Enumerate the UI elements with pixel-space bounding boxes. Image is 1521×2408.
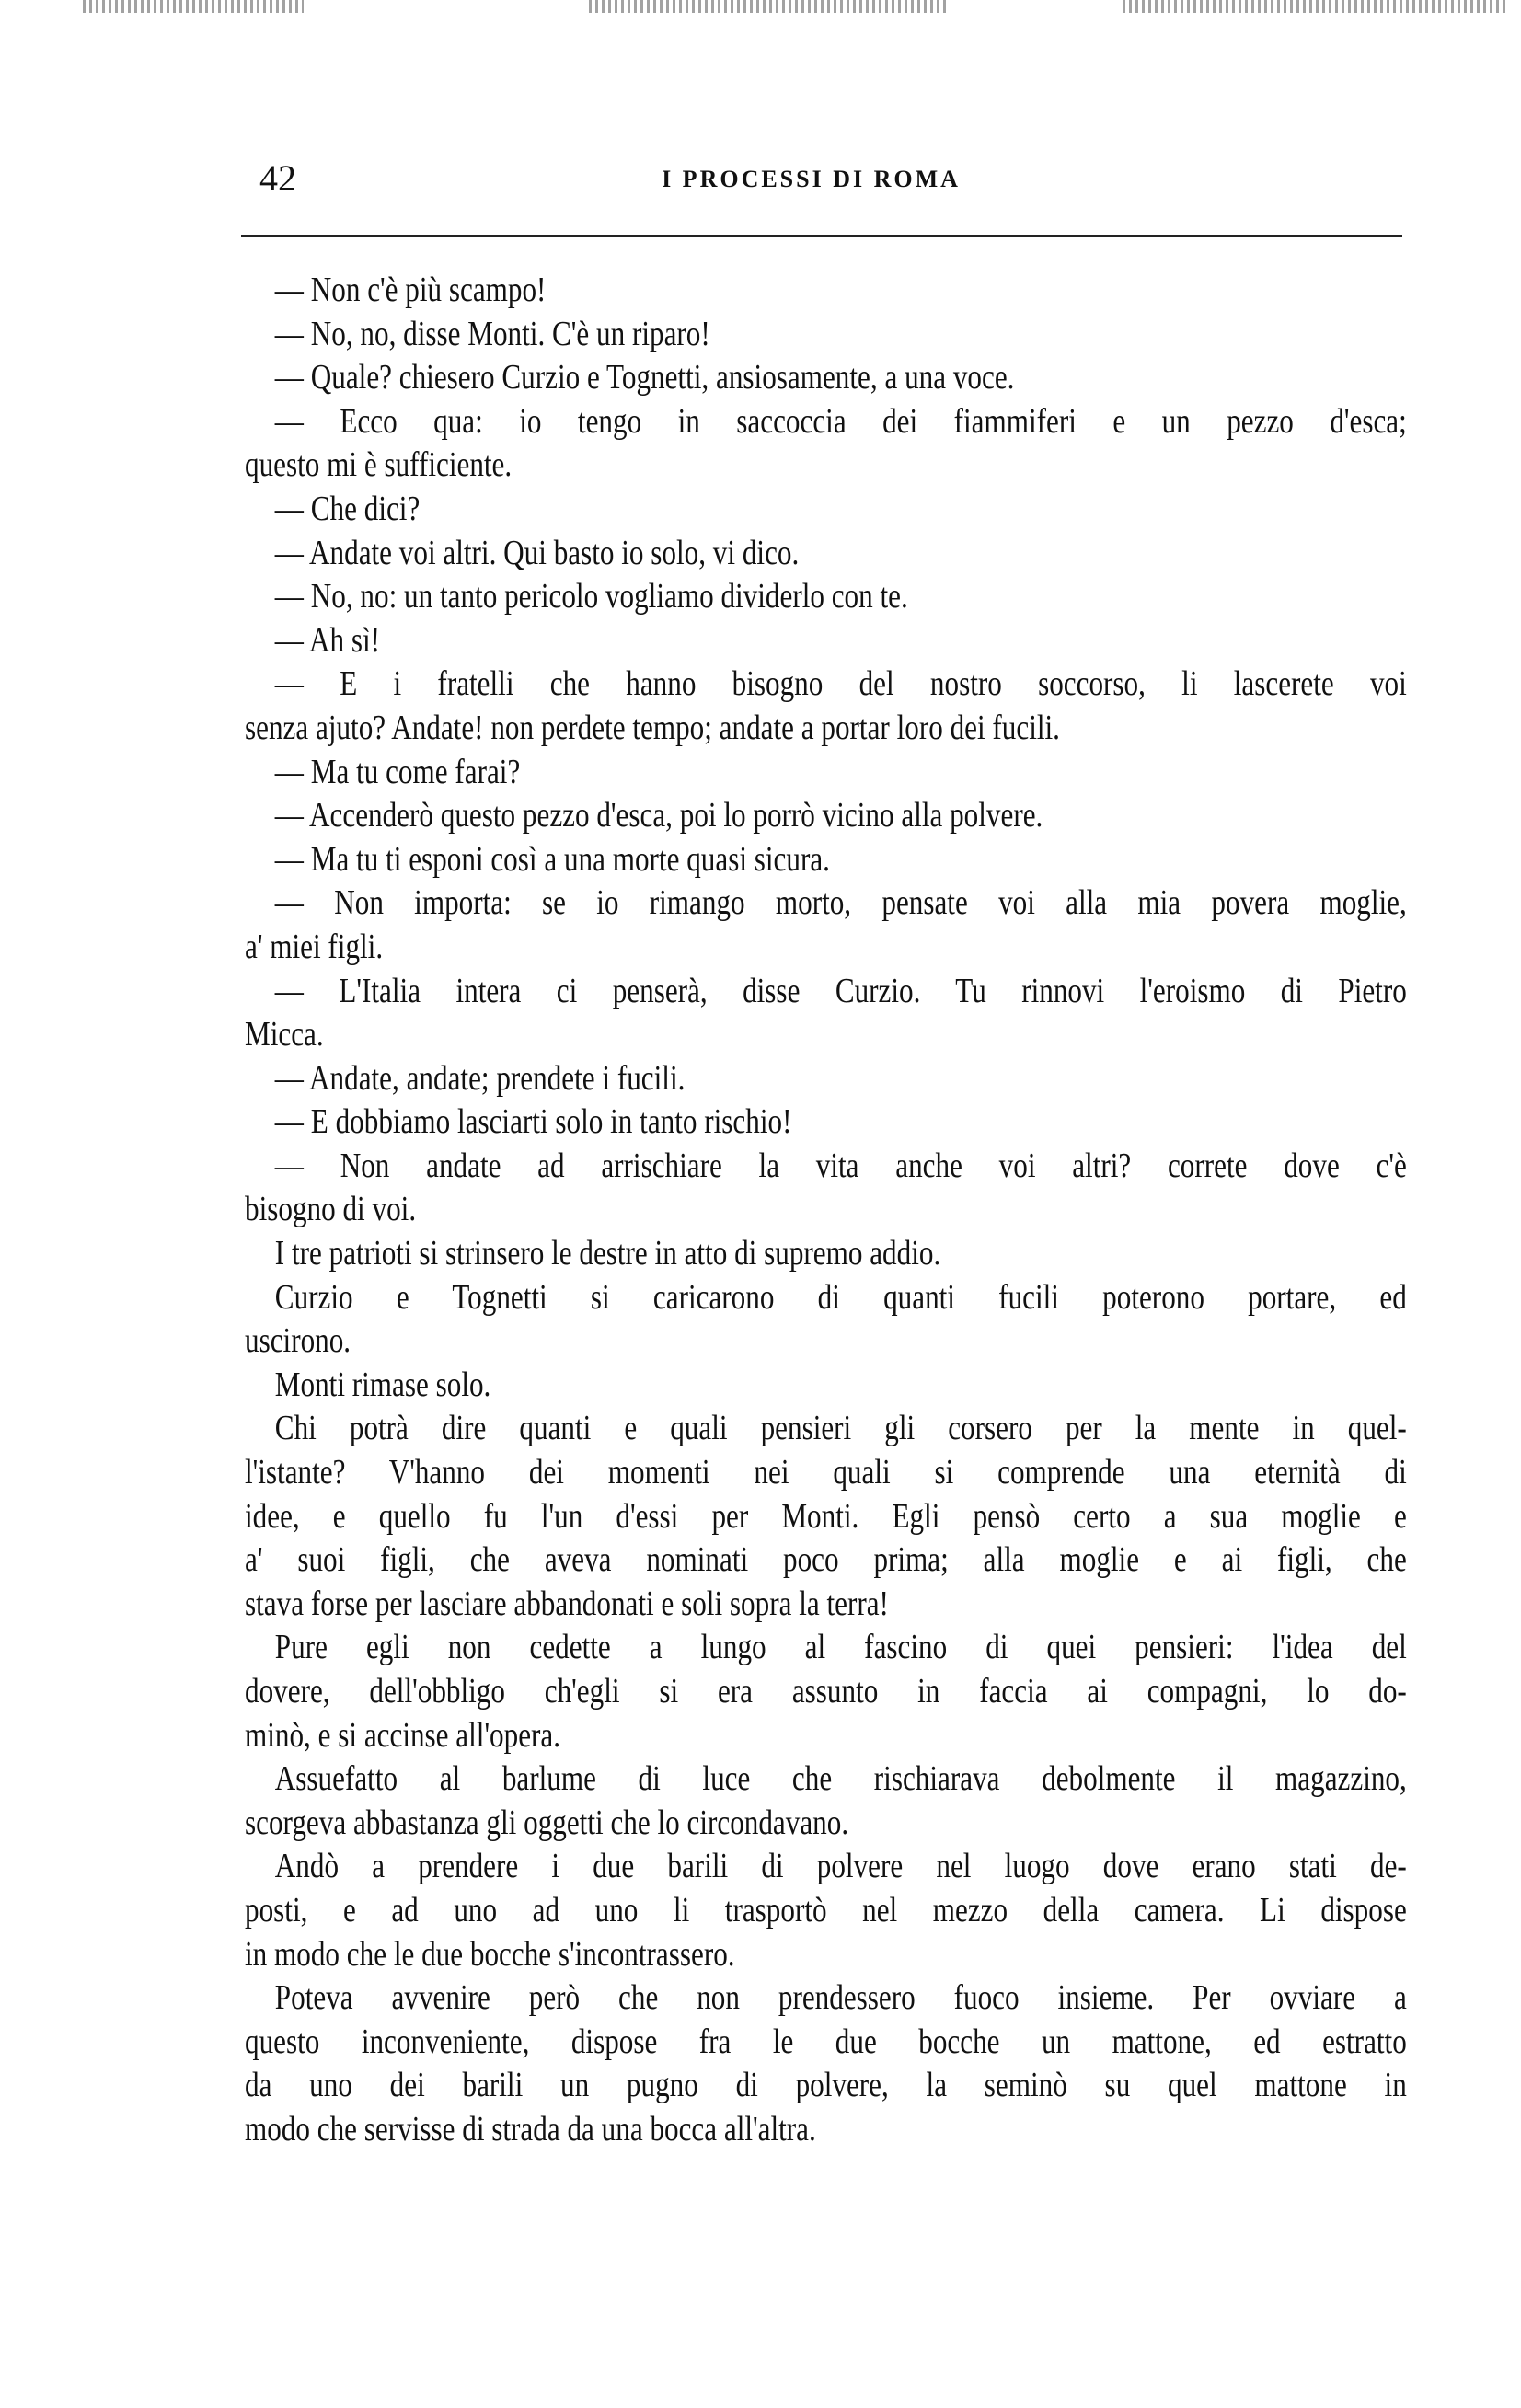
text-line: — Accenderò questo pezzo d'esca, poi lo porrò vicino alla polvere. (274, 796, 1043, 835)
header-rule (241, 235, 1402, 237)
text-line: — Non importa: se io rimango morto, pensate voi alla mia povera moglie, (274, 883, 1407, 923)
text-line: modo che servisse di strada da una bocca all'altra. (245, 2109, 816, 2149)
text-line: — Andate voi altri. Qui basto io solo, vi dico. (274, 533, 800, 572)
text-line: — No, no, disse Monti. C'è un riparo! (274, 314, 710, 353)
text-line: — Ma tu come farai? (274, 752, 521, 791)
scan-artifact (589, 0, 948, 13)
text-line: da uno dei barili un pugno di polvere, la seminò su quel mattone in (245, 2066, 1407, 2105)
scan-artifact (83, 0, 304, 13)
text-line: — L'Italia intera ci penserà, disse Curzio. Tu rinnovi l'eroismo di Pietro (274, 971, 1407, 1010)
text-line: dovere, dell'obbligo ch'egli si era assunto in faccia ai compagni, lo do- (245, 1672, 1407, 1711)
text-line: posti, e ad uno ad uno li trasportò nel mezzo della camera. Li dispose (245, 1890, 1407, 1930)
text-line: — Quale? chiesero Curzio e Tognetti, ansiosamente, a una voce. (274, 358, 1015, 397)
text-line: Monti rimase solo. (274, 1365, 491, 1404)
text-line: scorgeva abbastanza gli oggetti che lo circondavano. (245, 1803, 849, 1842)
text-line: Poteva avvenire però che non prendessero fuoco insieme. Per ovviare a (274, 1978, 1407, 2018)
text-line: stava forse per lasciare abbandonati e soli sopra la terra! (245, 1584, 889, 1623)
text-line: — E i fratelli che hanno bisogno del nostro soccorso, li lascerete voi (274, 664, 1407, 704)
text-line: Assuefatto al barlume di luce che rischiarava debolmente il magazzino, (274, 1759, 1407, 1799)
text-line: Andò a prendere i due barili di polvere nel luogo dove erano stati de- (274, 1847, 1407, 1886)
text-line: — E dobbiamo lasciarti solo in tanto rischio! (274, 1102, 792, 1142)
text-line: uscirono. (245, 1321, 351, 1361)
scan-artifact (1123, 0, 1509, 13)
text-line: Pure egli non cedette a lungo al fascino di quei pensieri: l'idea del (274, 1628, 1407, 1667)
text-line: — Che dici? (274, 489, 421, 528)
text-line: a' miei figli. (245, 927, 384, 966)
text-line: questo inconveniente, dispose fra le due bocche un mattone, ed estratto (245, 2022, 1407, 2061)
text-line: bisogno di voi. (245, 1190, 417, 1229)
text-line: Curzio e Tognetti si caricarono di quanti fucili poterono portare, ed (274, 1277, 1407, 1317)
text-line: minò, e si accinse all'opera. (245, 1715, 561, 1755)
text-line: questo mi è sufficiente. (245, 445, 513, 485)
page-number: 42 (259, 157, 296, 199)
page-body (245, 269, 1407, 2152)
text-line: — Ecco qua: io tengo in saccoccia dei fiammiferi e un pezzo d'esca; (274, 401, 1407, 441)
text-line: I tre patrioti si strinsero le destre in atto di supremo addio. (274, 1234, 941, 1273)
text-line: — Ma tu ti esponi così a una morte quasi sicura. (274, 839, 830, 879)
text-line: senza ajuto? Andate! non perdete tempo; andate a portar loro dei fucili. (245, 708, 1060, 747)
text-line: — Non andate ad arrischiare la vita anche voi altri? correte dove c'è (274, 1146, 1407, 1185)
text-line: idee, e quello fu l'un d'essi per Monti. Egli pensò certo a sua moglie e (245, 1496, 1407, 1536)
text-line: Micca. (245, 1015, 324, 1054)
text-line: — Ah sì! (274, 620, 381, 660)
text-line: — Non c'è più scampo! (274, 271, 547, 309)
running-title: I PROCESSI DI ROMA (662, 166, 961, 192)
text-line: l'istante? V'hanno dei momenti nei quali si comprende una eternità di (245, 1453, 1407, 1492)
text-line: Chi potrà dire quanti e quali pensieri gli corsero per la mente in quel- (274, 1409, 1407, 1448)
text-line: — Andate, andate; prendete i fucili. (274, 1058, 686, 1098)
text-line: in modo che le due bocche s'incontrassero. (245, 1934, 735, 1974)
text-line: a' suoi figli, che aveva nominati poco prima; alla moglie e ai figli, che (245, 1540, 1407, 1580)
text-line: — No, no: un tanto pericolo vogliamo dividerlo con te. (274, 577, 908, 616)
